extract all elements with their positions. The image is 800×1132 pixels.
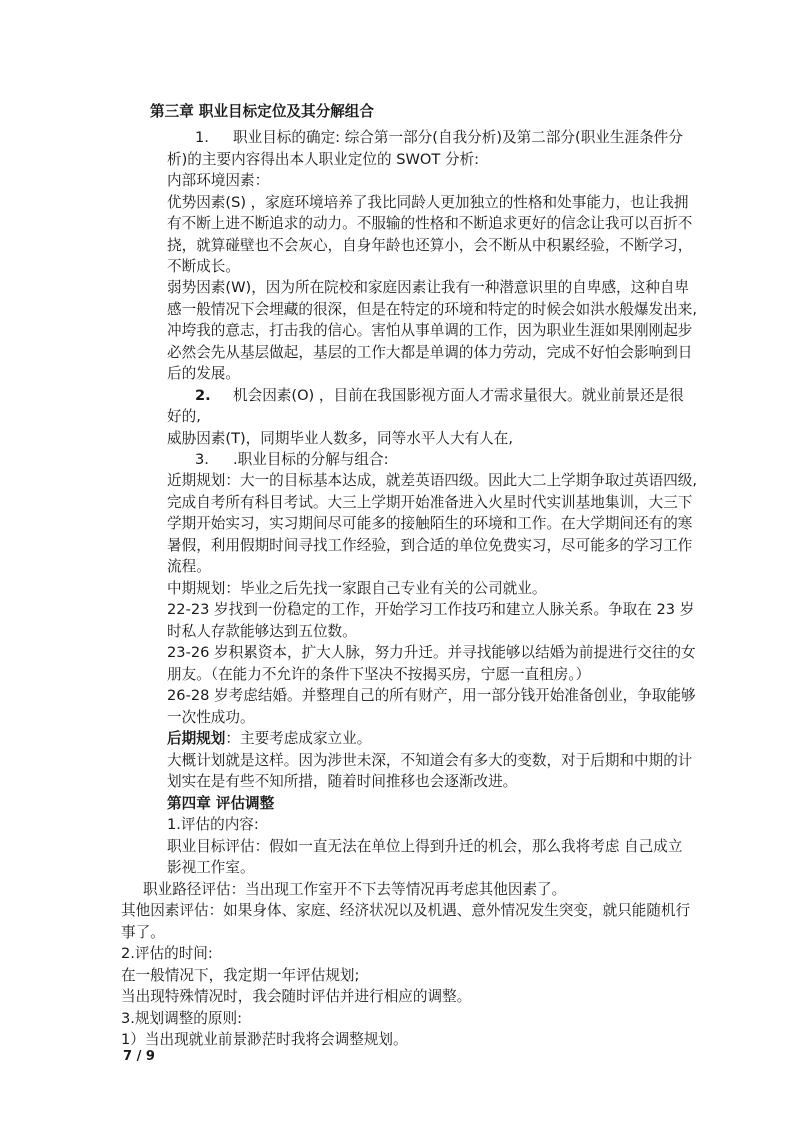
paragraph-line: 事了。 (121, 924, 165, 941)
mid-term-plan: 中期规划：毕业之后先找一家跟自己专业有关的公司就业。 (167, 580, 547, 597)
chapter-4-title: 第四章 评估调整 (167, 795, 275, 812)
item-2-number: 2. (195, 387, 211, 404)
long-term-label: 后期规划 (167, 730, 226, 747)
long-term-text: ：主要考虑成家立业。 (225, 730, 372, 747)
paragraph-line: 流程。 (167, 558, 211, 575)
paragraph-line: 影视工作室。 (167, 859, 255, 876)
paragraph-line: 冲垮我的意志，打击我的信心。害怕从事单调的工作，因为职业生涯如果刚刚起步 (167, 322, 693, 339)
page-number: 7 / 9 (123, 1049, 155, 1064)
principle-item: 1）当出现就业前景渺茫时我将会调整规划。 (121, 1031, 408, 1048)
paragraph-line: 不断成长。 (167, 258, 240, 275)
threats-line: 威胁因素(T)，同期毕业人数多，同等水平人大有人在, (167, 430, 514, 447)
paragraph-line: 弱势因素(W)，因为所在院校和家庭因素让我有一种潜意识里的自卑感，这种自卑 (167, 279, 690, 296)
item-2-text: 机会因素(O) ，目前在我国影视方面人才需求量很大。就业前景还是很 (233, 387, 684, 404)
paragraph-line: 必然会先从基层做起，基层的工作大都是单调的体力劳动，完成不好怕会影响到日 (167, 344, 693, 361)
internal-heading: 内部环境因素： (167, 172, 270, 189)
paragraph-line: 近期规划：大一的目标基本达成，就差英语四级。因此大二上学期争取过英语四级, (167, 472, 698, 489)
eval-time-line: 当出现特殊情况时，我会随时评估并进行相应的调整。 (121, 988, 472, 1005)
long-term-plan (167, 728, 371, 749)
item-2-text-cont: 好的, (167, 408, 201, 425)
paragraph-line: 挠，就算碰壁也不会灰心，自身年龄也还算小，会不断从中积累经验，不断学习， (167, 237, 693, 254)
paragraph-line: 后的发展。 (167, 365, 240, 382)
paragraph-line: 学期开始实习，实习期间尽可能多的接触陌生的环境和工作。在大学期间还有的寒 (167, 515, 693, 532)
eval-content-heading: 1.评估的内容: (167, 816, 259, 833)
paragraph-line: 完成自考所有科目考试。大三上学期开始准备进入火星时代实训基地集训，大三下 (167, 494, 693, 511)
paragraph-line: 一次性成功。 (167, 709, 255, 726)
item-3-number: 3. (195, 451, 209, 468)
paragraph-line: 大概计划就是这样。因为涉世未深，不知道会有多大的变数，对于后期和中期的计 (167, 752, 693, 769)
item-1-number: 1. (195, 129, 209, 146)
eval-time-heading: 2.评估的时间: (121, 945, 213, 962)
paragraph-line: 优势因素(S) ，家庭环境培养了我比同龄人更加独立的性格和处事能力，也让我拥 (167, 194, 689, 211)
chapter-3-title: 第三章 职业目标定位及其分解组合 (150, 103, 374, 120)
paragraph-line: 职业目标评估：假如一直无法在单位上得到升迁的机会，那么我将考虑 自己成立 (167, 838, 683, 855)
eval-time-line: 在一般情况下，我定期一年评估规划; (121, 967, 360, 984)
item-3-text: .职业目标的分解与组合: (233, 451, 389, 468)
paragraph-line: 感一般情况下会埋藏的很深，但是在特定的环境和特定的时候会如洪水般爆发出来, (167, 301, 698, 318)
item-1-text-cont: 析)的主要内容得出本人职业定位的 SWOT 分析: (167, 151, 480, 168)
principles-heading: 3.规划调整的原则: (121, 1010, 242, 1027)
paragraph-line: 朋友。（在能力不允许的条件下坚决不按揭买房，宁愿一直租房。） (167, 666, 591, 683)
paragraph-line: 划实在是有些不知所措，随着时间推移也会逐渐改进。 (167, 773, 518, 790)
paragraph-line: 有不断上进不断追求的动力。不服输的性格和不断追求更好的信念让我可以百折不 (167, 215, 693, 232)
paragraph-line: 23-26 岁积累资本，扩大人脉，努力升迁。并寻找能够以结婚为前提进行交往的女 (167, 644, 696, 661)
paragraph-line: 其他因素评估：如果身体、家庭、经济状况以及机遇、意外情况发生突变，就只能随机行 (121, 902, 691, 919)
paragraph-line: 暑假，利用假期时间寻找工作经验，到合适的单位免费实习，尽可能多的学习工作 (167, 537, 693, 554)
path-eval-line: 职业路径评估：当出现工作室开不下去等情况再考虑其他因素了。 (143, 881, 567, 898)
paragraph-line: 时私人存款能够达到五位数。 (167, 623, 357, 640)
paragraph-line: 26-28 岁考虑结婚。并整理自己的所有财产，用一部分钱开始准备创业，争取能够 (167, 687, 696, 704)
paragraph-line: 22-23 岁找到一份稳定的工作，开始学习工作技巧和建立人脉关系。争取在 23 岁 (167, 601, 695, 618)
item-1-text: 职业目标的确定: 综合第一部分(自我分析)及第二部分(职业生涯条件分 (233, 129, 683, 146)
